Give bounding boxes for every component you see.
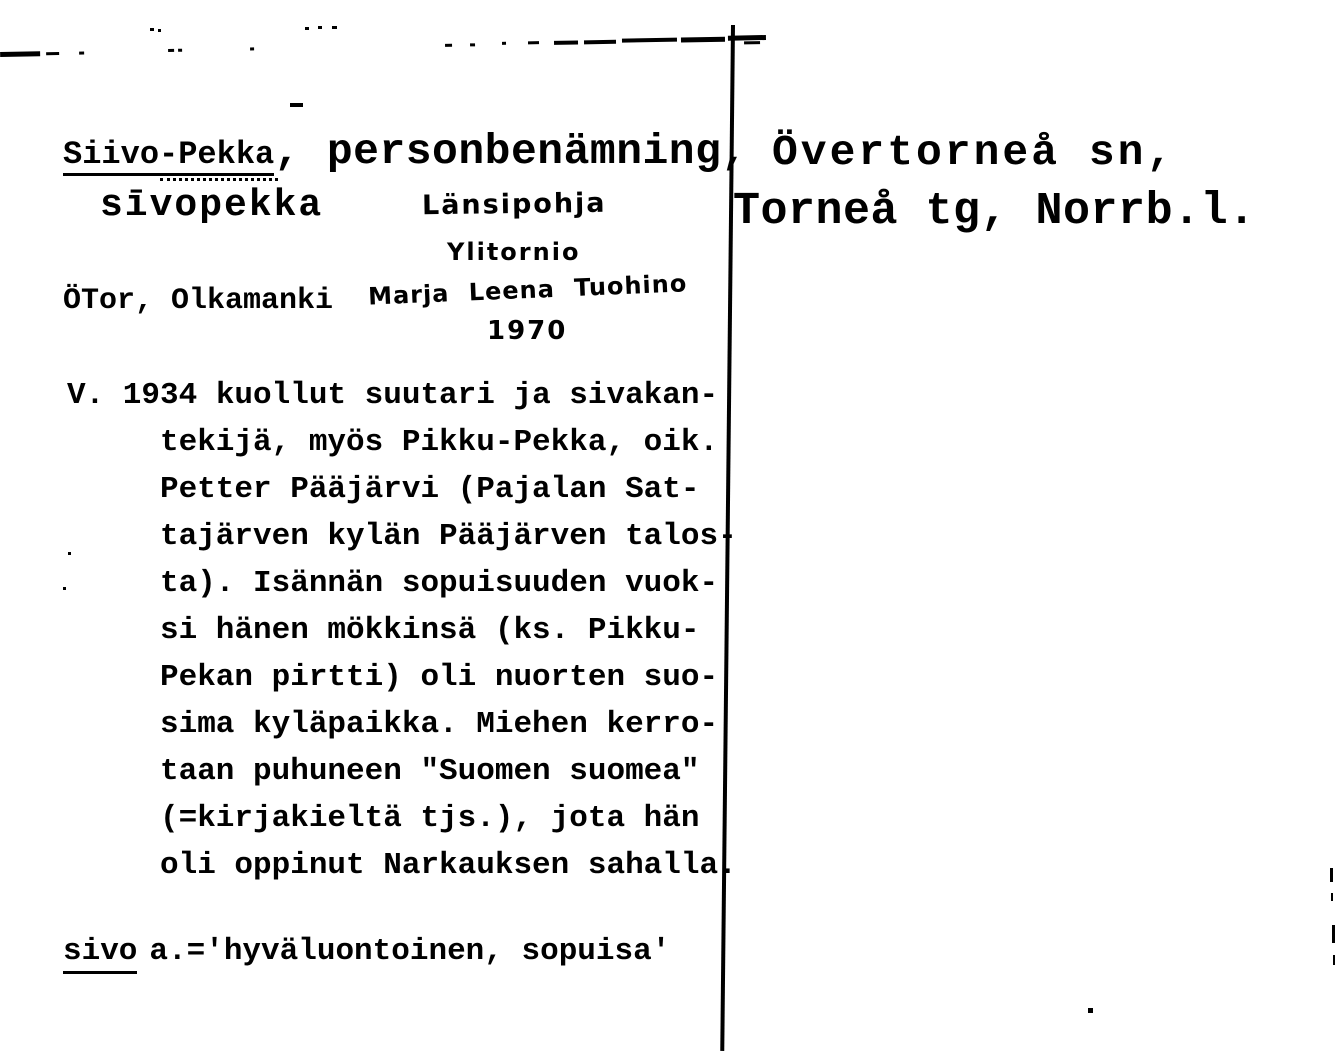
body-line: si hänen mökkinsä (ks. Pikku- <box>160 613 700 648</box>
body-line: (=kirjakieltä tjs.), jota hän <box>160 801 700 836</box>
body-line: ta). Isännän sopuisuuden vuok- <box>160 566 719 601</box>
entry-headline <box>63 127 748 176</box>
scan-artifact-dot <box>305 27 309 30</box>
footnote-gloss: a.='hyväluontoinen, sopuisa' <box>149 934 671 969</box>
body-line: Pekan pirtti) oli nuorten suo- <box>160 660 719 695</box>
entry-body <box>67 372 747 889</box>
headword: Siivo-Pekka <box>63 139 274 176</box>
card-top-edge-line <box>0 31 766 63</box>
scan-artifact-dot <box>158 29 161 32</box>
scan-artifact-dot <box>63 587 66 590</box>
stamp-ylitornio: Ylitornio <box>447 238 581 266</box>
stamp-lansipohja: Länsipohja <box>421 187 607 222</box>
stamp-collector-name: Marja Leena Tuohino <box>367 269 688 311</box>
scan-artifact-dot <box>1088 1008 1093 1013</box>
scan-artifact-edge-mark <box>1331 893 1333 901</box>
body-line: taan puhuneen "Suomen suomea" <box>160 754 700 789</box>
scan-artifact-dot <box>318 26 322 29</box>
footnote <box>63 933 670 974</box>
body-line: V. 1934 kuollut suutari ja sivakan- <box>67 378 719 413</box>
headword-secondary-underline <box>160 178 278 181</box>
scan-artifact-dash <box>290 103 303 107</box>
body-line: tajärven kylän Pääjärven talos- <box>160 519 737 554</box>
parish-line: Övertorneå sn, <box>772 128 1176 177</box>
body-line: tekijä, myös Pikku-Pekka, oik. <box>160 425 719 460</box>
entry-category-label: , personbenämning, <box>274 127 748 176</box>
source-abbreviation: ÖTor, Olkamanki <box>63 284 334 318</box>
body-line: Petter Pääjärvi (Pajalan Sat- <box>160 472 700 507</box>
body-line: sima kyläpaikka. Miehen kerro- <box>160 707 719 742</box>
body-line: oli oppinut Narkauksen sahalla. <box>160 848 737 883</box>
scan-artifact-dot <box>332 26 337 29</box>
stamp-year: 1970 <box>487 316 568 346</box>
scan-artifact-edge-mark <box>1330 868 1333 882</box>
district-line: Torneå tg, Norrb.l. <box>733 186 1256 237</box>
footnote-term: sivo <box>63 933 137 974</box>
scan-artifact-dot <box>150 28 154 31</box>
pronunciation: sīvopekka <box>100 184 324 227</box>
